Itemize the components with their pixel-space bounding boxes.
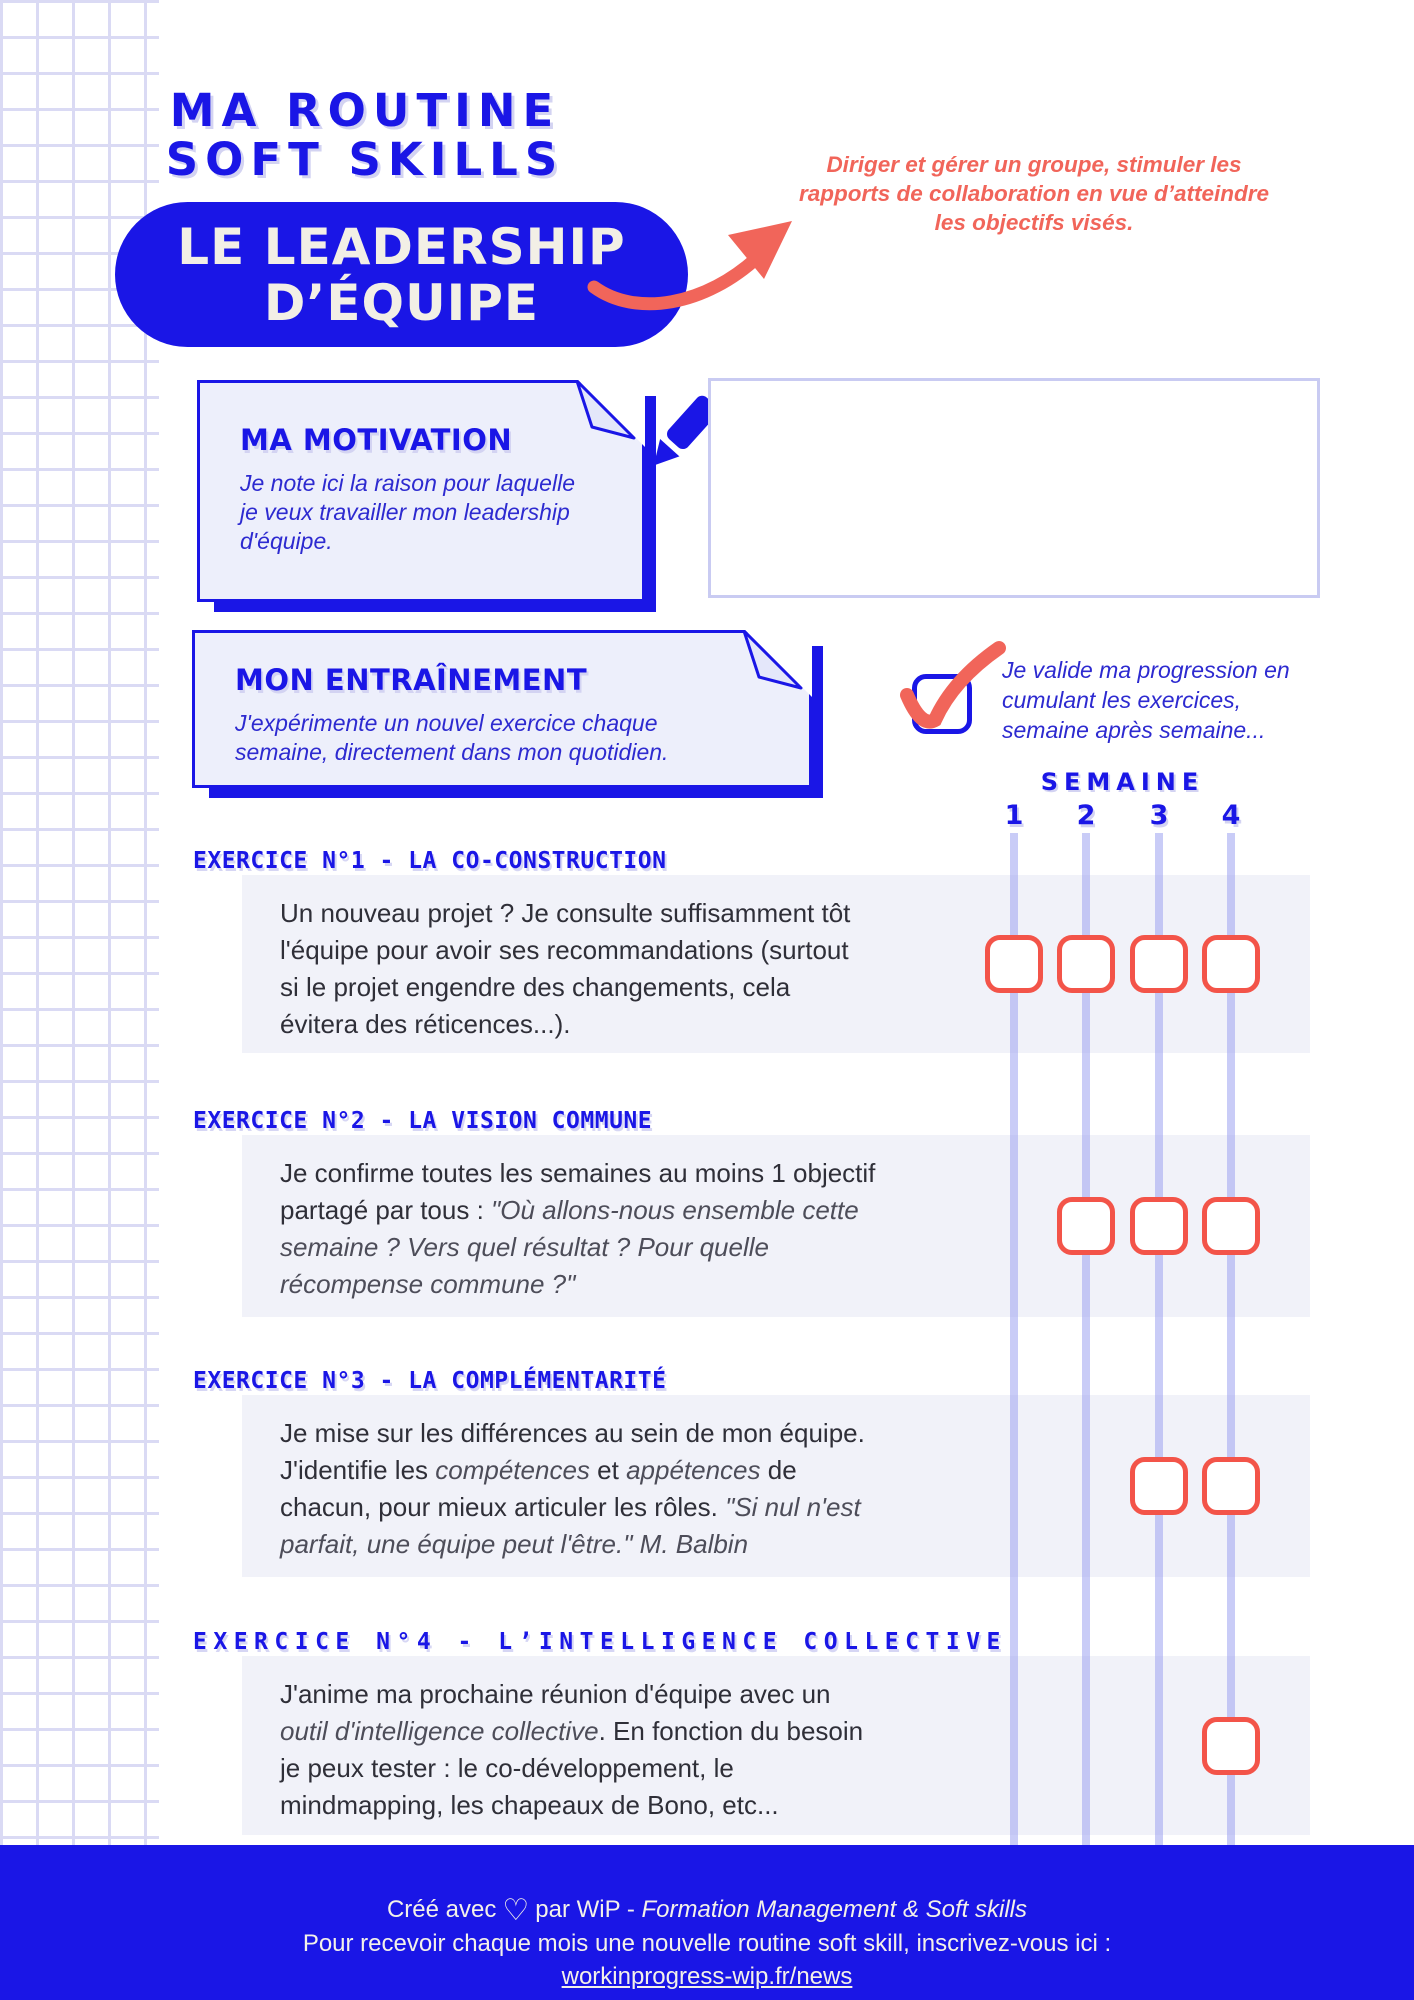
week-checkbox[interactable] [1130,1197,1188,1255]
week-checkbox[interactable] [1057,1197,1115,1255]
week-number: 4 [1221,800,1241,831]
checkmark-icon [895,640,1015,745]
motivation-description: Je note ici la raison pour laquelle je veux travailler mon leadership d'équipe. [240,470,575,554]
exercise-heading: EXERCICE N°3 - LA COMPLÉMENTARITÉ [193,1368,667,1394]
week-header: SEMAINE [1040,768,1205,796]
week-checkbox[interactable] [1057,935,1115,993]
topic-badge-line2: D’ÉQUIPE [263,273,540,332]
curved-arrow-icon [580,205,820,320]
motivation-note-box[interactable] [708,378,1320,598]
exercise-heading: EXERCICE N°4 - L’INTELLIGENCE COLLECTIVE [193,1629,1007,1655]
exercise-heading: EXERCICE N°2 - LA VISION COMMUNE [193,1108,653,1134]
exercise-heading: EXERCICE N°1 - LA CO-CONSTRUCTION [193,848,667,874]
footer [0,1845,1414,2000]
exercise-body: J'anime ma prochaine réunion d'équipe avec un outil d'intelligence collective. En fonction du besoin je peux tester : le co-développement, le mindmapping, les chapeaux de Bono, etc... [280,1679,864,1820]
page-title-line2: SOFT SKILLS [165,133,565,186]
progress-note: Je valide ma progression en cumulant les exercices, semaine après semaine... [1002,657,1290,743]
motivation-title: MA MOTIVATION [240,423,513,457]
week-checkbox[interactable] [985,935,1043,993]
week-checkbox[interactable] [1202,1197,1260,1255]
page-title-line1: MA ROUTINE [169,84,561,137]
training-box [192,630,812,788]
folded-corner-icon [742,630,812,700]
topic-badge-line1: LE LEADERSHIP [177,217,626,276]
training-title: MON ENTRAÎNEMENT [235,663,588,697]
exercise-block-4 [0,1629,1414,1835]
exercise-panel [242,1395,1310,1577]
week-checkbox[interactable] [1202,1457,1260,1515]
footer-credit-prefix: Créé avec [386,1896,497,1923]
exercise-panel [242,1135,1310,1317]
footer-credit [0,1893,1414,1927]
week-number: 1 [1004,800,1024,831]
week-checkbox[interactable] [1202,935,1260,993]
exercise-block-1 [0,848,1414,1053]
exercise-block-2 [0,1108,1414,1317]
footer-credit-mid: par WiP - [535,1896,635,1923]
heart-icon: ♡ [502,1894,530,1927]
topic-description: Diriger et gérer un groupe, stimuler les rapports de collaboration en vue d’atteindre les objectifs visés. [798,152,1270,235]
training-description: J'expérimente un nouvel exercice chaque semaine, directement dans mon quotidien. [235,710,669,765]
exercise-panel [242,1656,1310,1835]
exercise-body: Je mise sur les différences au sein de mon équipe. J'identifie les compétences et appétences de chacun, pour mieux articuler les rôles. "Si nul n'est parfait, une équipe peut l'être." M. Balbin [280,1418,865,1559]
exercise-body: Je confirme toutes les semaines au moins 1 objectif partagé par tous : "Où allons-nous ensemble cette semaine ? Vers quel résultat ? Pour quelle récompense commune ?" [280,1158,876,1299]
motivation-box [197,380,645,602]
footer-credit-formation: Formation Management & Soft skills [641,1896,1028,1923]
week-checkbox[interactable] [1130,1457,1188,1515]
page-title [147,86,583,184]
newsletter-link[interactable]: workinprogress-wip.fr/news [561,1963,853,1990]
exercise-body: Un nouveau projet ? Je consulte suffisamment tôt l'équipe pour avoir ses recommandations (surtout si le projet engendre des changements, cela évitera des réticences...). [280,898,851,1039]
footer-subscribe-text: Pour recevoir chaque mois une nouvelle routine soft skill, inscrivez-vous ici : [302,1930,1112,1957]
week-checkbox[interactable] [1202,1717,1260,1775]
week-number: 3 [1149,800,1169,831]
exercise-panel [242,875,1310,1053]
week-number: 2 [1076,800,1096,831]
exercise-block-3 [0,1368,1414,1577]
week-checkbox[interactable] [1130,935,1188,993]
